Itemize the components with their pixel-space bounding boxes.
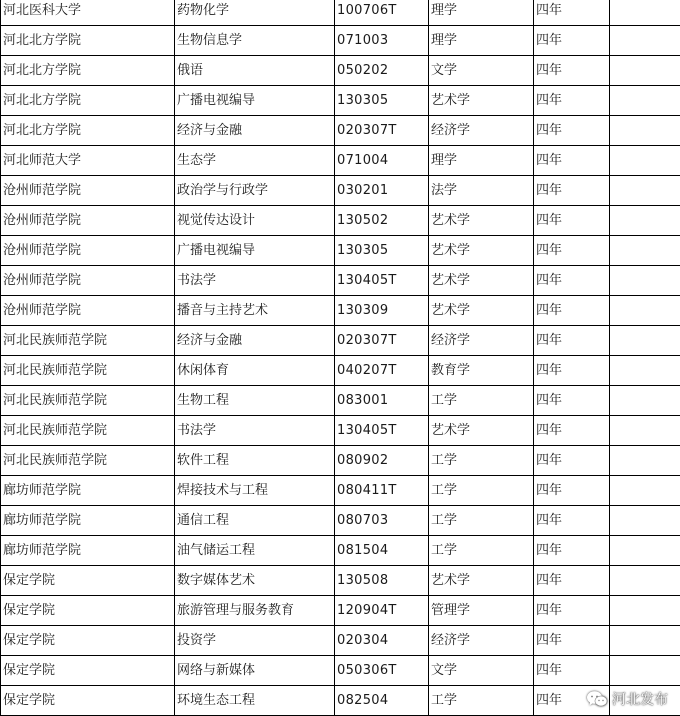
- table-row: [1, 506, 680, 536]
- school-cell: 沧州师范学院: [1, 236, 175, 266]
- table-row: [1, 686, 680, 716]
- watermark-text: 河北发布: [612, 692, 668, 708]
- table-row: [1, 116, 680, 146]
- duration-cell: 四年: [534, 476, 610, 506]
- notes-cell: [610, 356, 680, 386]
- table-row: [1, 26, 680, 56]
- discipline-cell: 经济学: [429, 116, 534, 146]
- duration-cell: 四年: [534, 86, 610, 116]
- code-cell: 130309: [335, 296, 429, 326]
- table-row: [1, 146, 680, 176]
- school-cell: 河北北方学院: [1, 26, 175, 56]
- table-row: [1, 596, 680, 626]
- discipline-cell: 艺术学: [429, 206, 534, 236]
- duration-cell: 四年: [534, 176, 610, 206]
- notes-cell: [610, 296, 680, 326]
- duration-cell: 四年: [534, 386, 610, 416]
- discipline-cell: 管理学: [429, 596, 534, 626]
- school-cell: 河北民族师范学院: [1, 356, 175, 386]
- notes-cell: [610, 236, 680, 266]
- table-row: [1, 356, 680, 386]
- school-cell: 廊坊师范学院: [1, 536, 175, 566]
- notes-cell: [610, 86, 680, 116]
- discipline-cell: 理学: [429, 0, 534, 26]
- major-cell: 生物工程: [175, 386, 335, 416]
- school-cell: 沧州师范学院: [1, 206, 175, 236]
- notes-cell: [610, 26, 680, 56]
- discipline-cell: 工学: [429, 536, 534, 566]
- code-cell: 083001: [335, 386, 429, 416]
- discipline-cell: 艺术学: [429, 416, 534, 446]
- code-cell: 130508: [335, 566, 429, 596]
- duration-cell: 四年: [534, 356, 610, 386]
- notes-cell: [610, 416, 680, 446]
- code-cell: 040207T: [335, 356, 429, 386]
- duration-cell: 四年: [534, 446, 610, 476]
- school-cell: 河北民族师范学院: [1, 326, 175, 356]
- code-cell: 130405T: [335, 416, 429, 446]
- duration-cell: 四年: [534, 596, 610, 626]
- school-cell: 河北北方学院: [1, 86, 175, 116]
- table-row: [1, 266, 680, 296]
- table-row: [1, 0, 680, 26]
- table-row: [1, 386, 680, 416]
- school-cell: 河北民族师范学院: [1, 446, 175, 476]
- code-cell: 071003: [335, 26, 429, 56]
- notes-cell: [610, 56, 680, 86]
- code-cell: 130502: [335, 206, 429, 236]
- major-cell: 生物信息学: [175, 26, 335, 56]
- school-cell: 保定学院: [1, 656, 175, 686]
- duration-cell: 四年: [534, 296, 610, 326]
- notes-cell: [610, 176, 680, 206]
- notes-cell: [610, 656, 680, 686]
- school-cell: 保定学院: [1, 626, 175, 656]
- notes-cell: [610, 476, 680, 506]
- wechat-icon: [586, 690, 608, 708]
- major-cell: 数字媒体艺术: [175, 566, 335, 596]
- notes-cell: [610, 206, 680, 236]
- duration-cell: 四年: [534, 416, 610, 446]
- notes-cell: [610, 146, 680, 176]
- code-cell: 050202: [335, 56, 429, 86]
- major-cell: 俄语: [175, 56, 335, 86]
- major-cell: 经济与金融: [175, 116, 335, 146]
- code-cell: 030201: [335, 176, 429, 206]
- code-cell: 080411T: [335, 476, 429, 506]
- table-row: [1, 326, 680, 356]
- duration-cell: 四年: [534, 626, 610, 656]
- school-cell: 保定学院: [1, 596, 175, 626]
- duration-cell: 四年: [534, 566, 610, 596]
- discipline-cell: 工学: [429, 476, 534, 506]
- duration-cell: 四年: [534, 686, 610, 716]
- major-cell: 投资学: [175, 626, 335, 656]
- notes-cell: [610, 566, 680, 596]
- duration-cell: 四年: [534, 0, 610, 26]
- notes-cell: [610, 326, 680, 356]
- major-cell: 药物化学: [175, 0, 335, 26]
- table-row: [1, 236, 680, 266]
- discipline-cell: 艺术学: [429, 566, 534, 596]
- code-cell: 020307T: [335, 326, 429, 356]
- watermark: [586, 689, 668, 709]
- school-cell: 河北民族师范学院: [1, 386, 175, 416]
- duration-cell: 四年: [534, 236, 610, 266]
- discipline-cell: 艺术学: [429, 266, 534, 296]
- discipline-cell: 理学: [429, 146, 534, 176]
- table-row: [1, 176, 680, 206]
- table-row: [1, 86, 680, 116]
- major-cell: 通信工程: [175, 506, 335, 536]
- duration-cell: 四年: [534, 26, 610, 56]
- duration-cell: 四年: [534, 266, 610, 296]
- discipline-cell: 艺术学: [429, 86, 534, 116]
- major-cell: 网络与新媒体: [175, 656, 335, 686]
- notes-cell: [610, 0, 680, 26]
- duration-cell: 四年: [534, 146, 610, 176]
- school-cell: 沧州师范学院: [1, 266, 175, 296]
- discipline-cell: 工学: [429, 686, 534, 716]
- table-row: [1, 206, 680, 236]
- notes-cell: [610, 446, 680, 476]
- discipline-cell: 理学: [429, 26, 534, 56]
- major-cell: 书法学: [175, 266, 335, 296]
- table-row: [1, 536, 680, 566]
- school-cell: 廊坊师范学院: [1, 476, 175, 506]
- school-cell: 沧州师范学院: [1, 176, 175, 206]
- code-cell: 100706T: [335, 0, 429, 26]
- discipline-cell: 工学: [429, 386, 534, 416]
- code-cell: 071004: [335, 146, 429, 176]
- major-cell: 软件工程: [175, 446, 335, 476]
- discipline-cell: 艺术学: [429, 236, 534, 266]
- code-cell: 130305: [335, 236, 429, 266]
- school-cell: 河北北方学院: [1, 56, 175, 86]
- code-cell: 080902: [335, 446, 429, 476]
- code-cell: 130305: [335, 86, 429, 116]
- duration-cell: 四年: [534, 506, 610, 536]
- notes-cell: [610, 506, 680, 536]
- table-row: [1, 56, 680, 86]
- discipline-cell: 经济学: [429, 626, 534, 656]
- table-row: [1, 296, 680, 326]
- duration-cell: 四年: [534, 56, 610, 86]
- notes-cell: [610, 266, 680, 296]
- major-cell: 广播电视编导: [175, 236, 335, 266]
- code-cell: 020307T: [335, 116, 429, 146]
- school-cell: 河北医科大学: [1, 0, 175, 26]
- major-cell: 环境生态工程: [175, 686, 335, 716]
- major-cell: 休闲体育: [175, 356, 335, 386]
- school-cell: 保定学院: [1, 566, 175, 596]
- duration-cell: 四年: [534, 326, 610, 356]
- code-cell: 120904T: [335, 596, 429, 626]
- duration-cell: 四年: [534, 536, 610, 566]
- school-cell: 河北民族师范学院: [1, 416, 175, 446]
- major-cell: 政治学与行政学: [175, 176, 335, 206]
- notes-cell: [610, 626, 680, 656]
- school-cell: 河北师范大学: [1, 146, 175, 176]
- table-row: [1, 566, 680, 596]
- discipline-cell: 文学: [429, 656, 534, 686]
- discipline-cell: 工学: [429, 506, 534, 536]
- major-cell: 经济与金融: [175, 326, 335, 356]
- code-cell: 081504: [335, 536, 429, 566]
- school-cell: 河北北方学院: [1, 116, 175, 146]
- code-cell: 082504: [335, 686, 429, 716]
- major-cell: 油气储运工程: [175, 536, 335, 566]
- notes-cell: [610, 386, 680, 416]
- notes-cell: [610, 116, 680, 146]
- discipline-cell: 艺术学: [429, 296, 534, 326]
- duration-cell: 四年: [534, 116, 610, 146]
- major-cell: 播音与主持艺术: [175, 296, 335, 326]
- code-cell: 020304: [335, 626, 429, 656]
- notes-cell: [610, 596, 680, 626]
- table-row: [1, 446, 680, 476]
- major-cell: 书法学: [175, 416, 335, 446]
- discipline-cell: 经济学: [429, 326, 534, 356]
- duration-cell: 四年: [534, 656, 610, 686]
- table-body: [1, 0, 680, 716]
- table-row: [1, 656, 680, 686]
- major-cell: 焊接技术与工程: [175, 476, 335, 506]
- code-cell: 050306T: [335, 656, 429, 686]
- school-cell: 廊坊师范学院: [1, 506, 175, 536]
- major-cell: 生态学: [175, 146, 335, 176]
- code-cell: 130405T: [335, 266, 429, 296]
- table-row: [1, 626, 680, 656]
- code-cell: 080703: [335, 506, 429, 536]
- discipline-cell: 文学: [429, 56, 534, 86]
- major-cell: 旅游管理与服务教育: [175, 596, 335, 626]
- discipline-cell: 工学: [429, 446, 534, 476]
- notes-cell: [610, 536, 680, 566]
- table-row: [1, 476, 680, 506]
- major-cell: 广播电视编导: [175, 86, 335, 116]
- major-cell: 视觉传达设计: [175, 206, 335, 236]
- duration-cell: 四年: [534, 206, 610, 236]
- table-row: [1, 416, 680, 446]
- school-cell: 保定学院: [1, 686, 175, 716]
- school-cell: 沧州师范学院: [1, 296, 175, 326]
- discipline-cell: 法学: [429, 176, 534, 206]
- discipline-cell: 教育学: [429, 356, 534, 386]
